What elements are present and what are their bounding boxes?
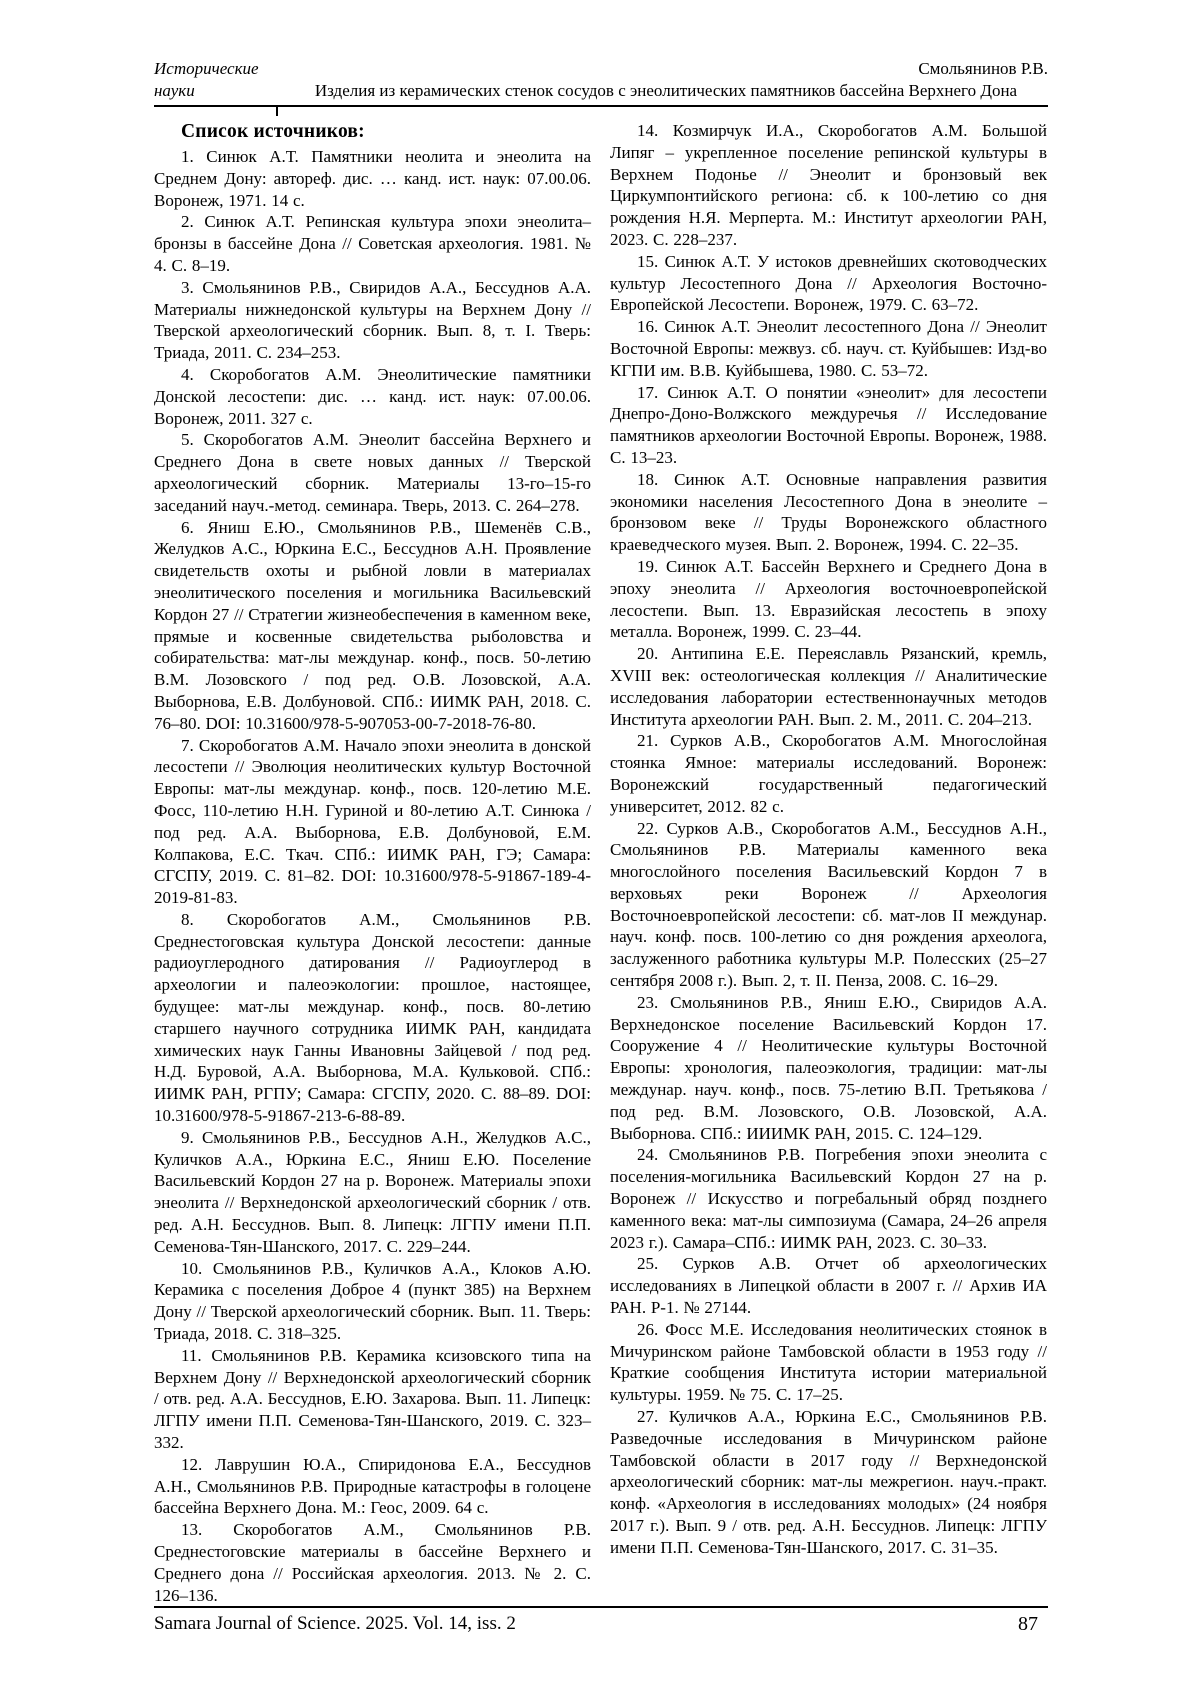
running-article-title: Изделия из керамических стенок сосудов с энеолитических памятников бассейна Верхнего Дона [314,81,1018,100]
page-footer [0,1606,1200,1697]
reference-item: 6. Яниш Е.Ю., Смольянинов Р.В., Шеменёв С.В., Желудков А.С., Юркина Е.С., Бессуднов А.Н. Проявление свидетельств охоты и рыбной ловли в материалах энеолитического поселения и могильника Васильевский Кордон 27 // Стратегии жизнеобеспечения в каменном веке, прямые и косвенные свидетельства рыболовства и собирательства: мат-лы междунар. конф., посв. 50-летию В.М. Лозовского / под ред. О.В. Лозовской, А.А. Выборнова, Е.В. Долбуновой. СПб.: ИИМК РАН, 2018. С. 76–80. DOI: 10.31600/978-5-907053-00-7-2018-76-80. [154,517,591,733]
running-header [154,58,1048,107]
running-author: Смольянинов Р.В. [918,59,1048,78]
page-number: 87 [1018,1613,1038,1635]
reference-item: 22. Сурков А.В., Скоробогатов А.М., Бессуднов А.Н., Смольянинов Р.В. Материалы каменного века многослойного поселения Васильевский Кордон 7 в верховьях реки Воронеж // Археология Восточноевропейской лесостепи: сб. мат-лов II междунар. науч. конф. посв. 100-летию со дня рождения археолога, заслуженного работника культуры М.Р. Полесских (25–27 сентября 2008 г.). Вып. 2, т. II. Пенза, 2008. С. 16–29. [610,818,1047,991]
reference-item: 16. Синюк А.Т. Энеолит лесостепного Дона // Энеолит Восточной Европы: межвуз. сб. науч. ст. Куйбышев: Изд-во КГПИ им. В.В. Куйбышева, 1980. С. 53–72. [610,317,1047,380]
reference-item: 17. Синюк А.Т. О понятии «энеолит» для лесостепи Днепро-Доно-Волжского междуречья // Исследование памятников археологии Восточной Европы. Воронеж, 1988. С. 13–23. [610,382,1047,467]
reference-item: 1. Синюк А.Т. Памятники неолита и энеолита на Среднем Дону: автореф. дис. … канд. ист. наук: 07.00.06. Воронеж, 1971. 14 с. [154,147,591,210]
reference-item: 18. Синюк А.Т. Основные направления развития экономики населения Лесостепного Дона в энеолите – бронзовом веке // Труды Воронежского областного краеведческого музея. Вып. 2. Воронеж, 1994. С. 22–35. [610,469,1047,555]
right-column [610,120,1047,1606]
reference-item: 10. Смольянинов Р.В., Куличков А.А., Клоков А.Ю. Керамика с поселения Доброе 4 (пункт 385) на Верхнем Дону // Тверской археологический сборник. Вып. 11. Тверь: Триада, 2018. С. 318–325. [154,1258,591,1344]
reference-item: 27. Куличков А.А., Юркина Е.С., Смольянинов Р.В. Разведочные исследования в Мичуринском районе Тамбовской области в 2017 году // Верхнедонской археологический сборник: мат-лы межрегион. науч.-практ. конф. «Археология в исследованиях молодых» (24 ноября 2017 г.). Вып. 9 / отв. ред. А.Н. Бессуднов. Липецк: ЛГПУ имени П.П. Семенова-Тян-Шанского, 2017. С. 31–35. [610,1407,1047,1557]
reference-item: 26. Фосс М.Е. Исследования неолитических стоянок в Мичуринском районе Тамбовской области в 1953 году // Краткие сообщения Института истории материальной культуры. 1959. № 75. С. 17–25. [610,1319,1047,1405]
reference-item: 20. Антипина Е.Е. Переяславль Рязанский, кремль, XVIII век: остеологическая коллекция // Аналитические исследования лаборатории естественнонаучных методов Института археологии РАН. Вып. 2. М., 2011. С. 204–213. [610,644,1047,729]
left-column [154,120,591,1606]
reference-item: 5. Скоробогатов А.М. Энеолит бассейна Верхнего и Среднего Дона в свете новых данных // Тверской археологический сборник. Материалы 13-го–15-го заседаний науч.-метод. семинара. Тверь, 2013. С. 264–278. [154,430,591,515]
header-divider-tick [276,107,278,116]
reference-item: 15. Синюк А.Т. У истоков древнейших скотоводческих культур Лесостепного Дона // Археология Восточно-Европейской Лесостепи. Воронеж, 1979. С. 63–72. [610,251,1047,315]
reference-item: 9. Смольянинов Р.В., Бессуднов А.Н., Желудков А.С., Куличков А.А., Юркина Е.С., Яниш Е.Ю. Поселение Васильевский Кордон 27 на р. Воронеж. Материалы эпохи энеолита // Верхнедонской археологический сборник / отв. ред. А.Н. Бессуднов. Вып. 8. Липецк: ЛГПУ имени П.П. Семенова-Тян-Шанского, 2017. С. 229–244. [154,1127,591,1256]
reference-item: 12. Лаврушин Ю.А., Спиридонова Е.А., Бессуднов А.Н., Смольянинов Р.В. Природные катастрофы в голоцене бассейна Верхнего Дона. М.: Геос, 2009. 64 с. [154,1454,591,1518]
reference-item: 24. Смольянинов Р.В. Погребения эпохи энеолита с поселения-могильника Васильевский Кордон 27 на р. Воронеж // Искусство и погребальный обряд позднего каменного века: мат-лы симпозиума (Самара, 24–26 апреля 2023 г.). Самара–СПб.: ИИМК РАН, 2023. С. 30–33. [610,1145,1047,1252]
header-rule [154,105,1048,107]
reference-item: 8. Скоробогатов А.М., Смольянинов Р.В. Среднестоговская культура Донской лесостепи: данные радиоуглеродного датирования // Радиоуглерод в археологии и палеоэкологии: прошлое, настоящее, будущее: мат-лы междунар. конф., посв. 80-летию старшего научного сотрудника ИИМК РАН, кандидата химических наук Ганны Ивановны Зайцевой / под ред. Н.Д. Буровой, А.А. Выборнова, М.А. Кульковой. СПб.: ИИМК РАН, РГПУ; Самара: СГСПУ, 2020. С. 88–89. DOI: 10.31600/978-5-91867-213-6-88-89. [154,909,591,1126]
section-label-line2: науки [154,81,195,100]
footer-rule [154,1606,1048,1608]
reference-item: 4. Скоробогатов А.М. Энеолитические памятники Донской лесостепи: дис. … канд. ист. наук: 07.00.06. Воронеж, 2011. 327 с. [154,364,591,428]
footer-journal-label: Samara Journal of Science. 2025. Vol. 14, iss. 2 [154,1613,516,1634]
reference-item: 19. Синюк А.Т. Бассейн Верхнего и Среднего Дона в эпоху энеолита // Археология восточноевропейской лесостепи. Вып. 13. Евразийская лесостепь в эпоху металла. Воронеж, 1999. С. 23–44. [610,556,1047,642]
header-row-2 [154,80,1048,102]
footer-row [154,1612,1048,1636]
reference-columns [154,120,1048,1606]
page-content [154,58,1048,1606]
reference-item: 2. Синюк А.Т. Репинская культура эпохи энеолита–бронзы в бассейне Дона // Советская археология. 1981. № 4. С. 8–19. [154,212,591,275]
reference-item: 21. Сурков А.В., Скоробогатов А.М. Многослойная стоянка Ямное: материалы исследований. Воронеж: Воронежский государственный педагогический университет, 2012. 82 с. [610,731,1047,816]
reference-item: 7. Скоробогатов А.М. Начало эпохи энеолита в донской лесостепи // Эволюция неолитических культур Восточной Европы: мат-лы междунар. конф., посв. 120-летию М.Е. Фосс, 110-летию Н.Н. Гуриной и 80-летию А.Т. Синюка / под ред. А.А. Выборнова, Е.В. Долбуновой, Е.М. Колпакова, Е.С. Ткач. СПб.: ИИМК РАН, ГЭ; Самара: СГСПУ, 2019. С. 81–82. DOI: 10.31600/978-5-91867-189-4-2019-81-83. [154,735,591,908]
references-heading: Список источников: [181,121,365,142]
reference-item: 11. Смольянинов Р.В. Керамика ксизовского типа на Верхнем Дону // Верхнедонской археологический сборник / отв. ред. А.А. Бессуднов, Е.Ю. Захарова. Вып. 11. Липецк: ЛГПУ имени П.П. Семенова-Тян-Шанского, 2019. С. 323–332. [154,1345,591,1453]
header-row-1 [154,58,1048,80]
reference-item: 14. Козмирчук И.А., Скоробогатов А.М. Большой Липяг – укрепленное поселение репинской культуры в Верхнем Подонье // Энеолит и бронзовый век Циркумпонтийского региона: сб. к 100-летию со дня рождения Н.Я. Мерперта. М.: Институт археологии РАН, 2023. С. 228–237. [610,121,1047,249]
reference-item: 13. Скоробогатов А.М., Смольянинов Р.В. Среднестоговские материалы в бассейне Верхнего и Среднего дона // Российская археология. 2013. № 2. С. 126–136. [154,1520,591,1605]
reference-item: 23. Смольянинов Р.В., Яниш Е.Ю., Свиридов А.А. Верхнедонское поселение Васильевский Кордон 17. Сооружение 4 // Неолитические культуры Восточной Европы: хронология, палеоэкология, традиции: мат-лы междунар. науч. конф., посв. 75-летию В.П. Третьякова / под ред. В.М. Лозовского, О.В. Лозовской, А.А. Выборнова. СПб.: ИИИМК РАН, 2015. С. 124–129. [610,992,1047,1143]
reference-item: 3. Смольянинов Р.В., Свиридов А.А., Бессуднов А.А. Материалы нижнедонской культуры на Верхнем Дону // Тверской археологический сборник. Вып. 8, т. I. Тверь: Триада, 2011. С. 234–253. [154,277,591,363]
reference-item: 25. Сурков А.В. Отчет об археологических исследованиях в Липецкой области в 2007 г. // Архив ИА РАН. Р-1. № 27144. [610,1254,1047,1318]
section-label-line1: Исторические [154,59,259,78]
